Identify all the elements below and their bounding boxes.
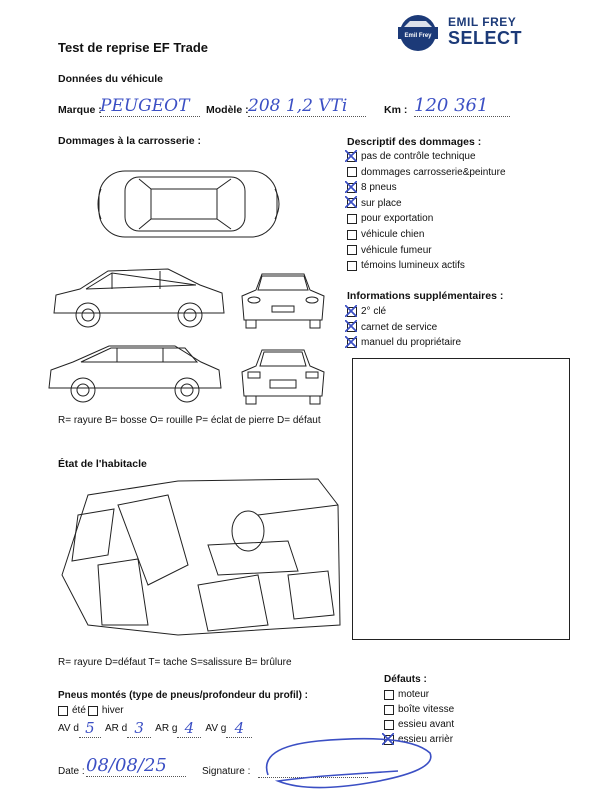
defect-checkbox[interactable] — [384, 705, 394, 715]
interior-section-title: État de l'habitacle — [58, 458, 147, 470]
make-label: Marque : — [58, 104, 102, 116]
damage-desc-item[interactable] — [347, 167, 506, 178]
car-side-view-right-diagram — [45, 340, 225, 410]
extra-info-checkbox[interactable] — [347, 322, 357, 332]
damage-desc-item[interactable] — [347, 182, 397, 193]
extra-info-item[interactable] — [347, 322, 437, 333]
make-value[interactable]: PEUGEOT — [100, 96, 200, 117]
damage-desc-checkbox[interactable] — [347, 261, 357, 271]
car-interior-diagram — [58, 475, 348, 640]
date-value[interactable]: 08/08/25 — [86, 755, 186, 777]
signature-scribble-icon — [248, 735, 438, 795]
logo-brand-line2: SELECT — [448, 28, 523, 48]
car-front-view-diagram — [238, 270, 328, 332]
car-top-view-diagram — [95, 165, 285, 245]
av-d-label: AV d — [58, 723, 79, 734]
defect-label: essieu avant — [398, 719, 455, 730]
km-value[interactable]: 120 361 — [414, 95, 510, 117]
damage-desc-checkbox[interactable] — [347, 245, 357, 255]
damage-desc-checkbox[interactable] — [347, 152, 357, 162]
av-g-label: AV g — [205, 723, 227, 734]
extra-info-item[interactable] — [347, 337, 461, 348]
damage-desc-checkbox[interactable] — [347, 198, 357, 208]
damage-desc-checkbox[interactable] — [347, 230, 357, 240]
extra-info-checkbox[interactable] — [347, 307, 357, 317]
logo-brand-line1: EMIL FREY — [448, 15, 517, 29]
interior-legend: R= rayure D=défaut T= tache S=salissure B= brûlure — [58, 657, 292, 668]
damage-desc-item[interactable] — [347, 229, 424, 240]
damage-desc-checkbox[interactable] — [347, 214, 357, 224]
logo-badge-text: Emil Frey — [404, 33, 432, 39]
damage-desc-item[interactable] — [347, 260, 465, 271]
defect-item[interactable] — [384, 719, 454, 730]
notes-box[interactable] — [352, 358, 570, 640]
av-g-value[interactable]: 4 — [226, 719, 252, 738]
date-label: Date : — [58, 766, 85, 777]
page-title: Test de reprise EF Trade — [58, 40, 209, 55]
damage-desc-checkbox[interactable] — [347, 183, 357, 193]
extra-info-label: manuel du propriétaire — [361, 337, 462, 349]
defect-item[interactable] — [384, 689, 429, 700]
km-label: Km : — [384, 104, 408, 116]
ar-g-label: AR g — [155, 723, 178, 734]
vehicle-section-title: Données du véhicule — [58, 73, 164, 85]
extra-info-section-title: Informations supplémentaires : — [347, 290, 504, 302]
ar-d-value[interactable]: 3 — [127, 719, 151, 738]
damage-desc-label: dommages carrosserie&peinture — [361, 166, 506, 178]
damage-desc-label: témoins lumineux actifs — [361, 260, 465, 272]
extra-info-label: carnet de service — [361, 321, 438, 333]
car-rear-view-diagram — [238, 346, 328, 408]
damage-desc-item[interactable] — [347, 198, 402, 209]
damage-desc-item[interactable] — [347, 213, 433, 224]
damage-desc-label: pour exportation — [361, 213, 434, 225]
model-label: Modèle : — [206, 104, 249, 116]
defect-label: moteur — [398, 689, 430, 700]
extra-info-item[interactable] — [347, 306, 386, 317]
damage-desc-label: pas de contrôle technique — [361, 151, 476, 162]
signature-label: Signature : — [202, 766, 251, 777]
ar-g-value[interactable]: 4 — [177, 719, 201, 738]
damage-desc-item[interactable] — [347, 245, 432, 256]
logo — [396, 13, 526, 55]
tires-section-title: Pneus montés (type de pneus/profondeur du profil) : — [58, 690, 309, 701]
tire-type-row — [58, 705, 124, 716]
av-d-value[interactable]: 5 — [79, 719, 101, 738]
ar-d-label: AR d — [104, 723, 128, 734]
defect-item[interactable] — [384, 704, 454, 715]
damage-desc-item[interactable] — [347, 151, 476, 162]
extra-info-label: 2° clé — [361, 306, 387, 317]
defect-checkbox[interactable] — [384, 690, 394, 700]
damage-desc-label: 8 pneus — [361, 182, 397, 194]
winter-checkbox[interactable] — [88, 706, 98, 716]
defect-label: essieu arrièr — [398, 734, 454, 745]
defects-section-title: Défauts : — [384, 674, 427, 685]
model-value[interactable]: 208 1,2 VTi — [248, 96, 366, 117]
summer-checkbox[interactable] — [58, 706, 68, 716]
tire-depth-row — [58, 719, 252, 738]
extra-info-checkbox[interactable] — [347, 338, 357, 348]
summer-label: été — [72, 705, 86, 716]
damage-desc-label: véhicule fumeur — [361, 244, 432, 256]
bodywork-legend: R= rayure B= bosse O= rouille P= éclat de pierre D= défaut — [58, 415, 321, 426]
winter-label: hiver — [101, 705, 124, 716]
bodywork-section-title: Dommages à la carrosserie : — [58, 135, 201, 147]
damage-desc-section-title: Descriptif des dommages : — [347, 136, 482, 148]
damage-desc-label: sur place — [361, 197, 402, 209]
damage-desc-checkbox[interactable] — [347, 167, 357, 177]
car-side-view-left-diagram — [50, 265, 230, 335]
damage-desc-label: véhicule chien — [361, 229, 425, 240]
defect-label: boîte vitesse — [398, 704, 455, 715]
defect-checkbox[interactable] — [384, 720, 394, 730]
